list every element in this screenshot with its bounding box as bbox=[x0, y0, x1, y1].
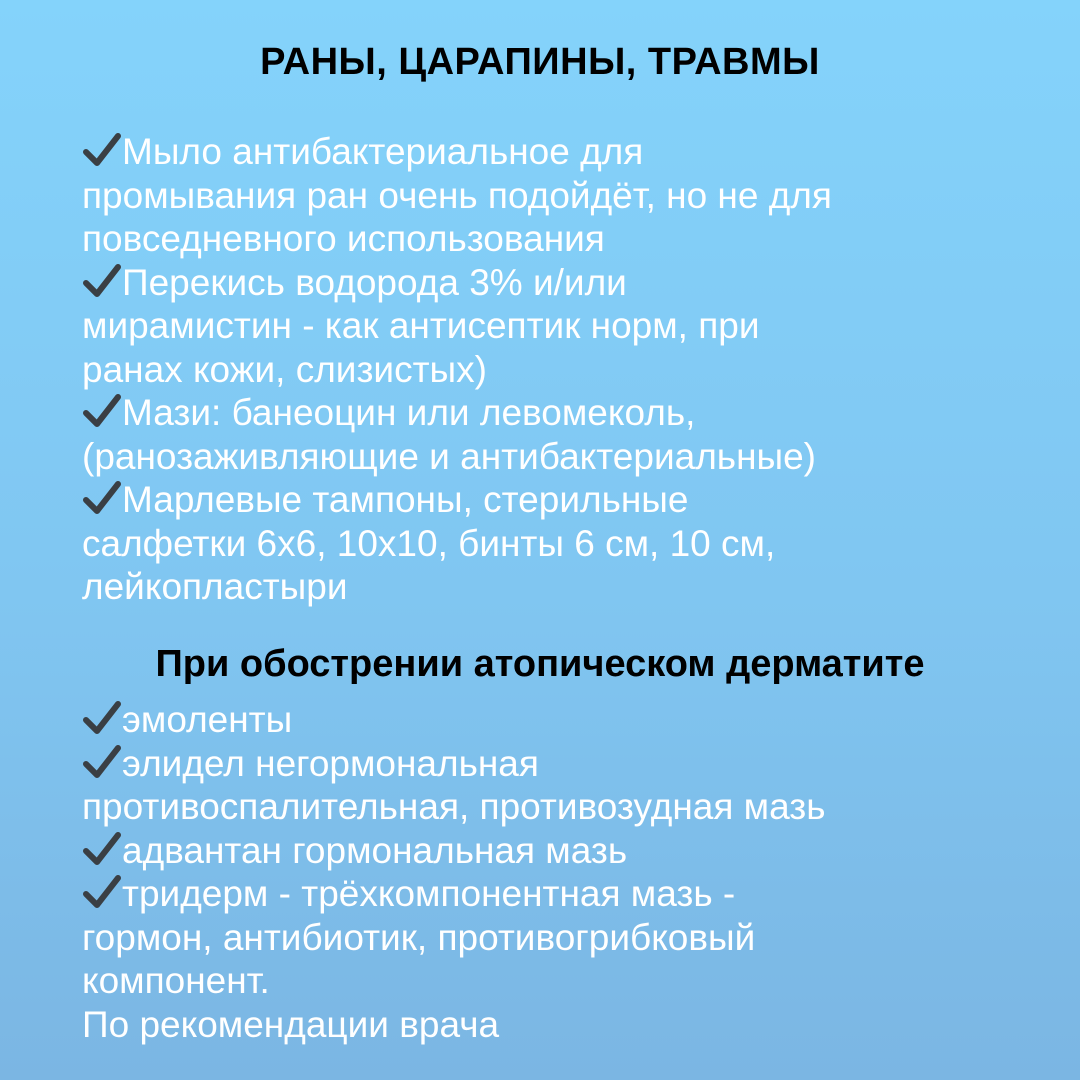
list-item bbox=[82, 742, 1042, 786]
section-title-wounds: РАНЫ, ЦАРАПИНЫ, ТРАВМЫ bbox=[260, 41, 820, 83]
list-item bbox=[82, 478, 1042, 522]
list-item bbox=[82, 872, 1042, 916]
list-item-text: Марлевые тампоны, стерильные bbox=[122, 479, 689, 520]
list-item bbox=[82, 698, 1042, 742]
list-item-continuation: повседневного использования bbox=[82, 218, 605, 259]
list-item bbox=[82, 829, 1042, 873]
list-item bbox=[82, 391, 1042, 435]
checkmark-icon bbox=[82, 263, 122, 299]
list-item bbox=[82, 130, 1042, 174]
footer-note: По рекомендации врача bbox=[82, 1003, 500, 1045]
list-item-continuation: мирамистин - как антисептик норм, при bbox=[82, 305, 760, 346]
list-item-text: адвантан гормональная мазь bbox=[122, 829, 628, 871]
list-item-text: тридерм - трёхкомпонентная мазь - bbox=[122, 873, 736, 914]
list-item-continuation: лейкопластыри bbox=[82, 566, 348, 607]
checkmark-icon bbox=[82, 393, 122, 429]
checkmark-icon bbox=[82, 744, 122, 780]
list-item-continuation: салфетки 6х6, 10х10, бинты 6 см, 10 см, bbox=[82, 522, 776, 564]
list-item-continuation: (ранозаживляющие и антибактериальные) bbox=[82, 435, 817, 477]
list-item-text: Перекись водорода 3% и/или bbox=[122, 261, 627, 303]
checkmark-icon bbox=[82, 132, 122, 168]
list-item-continuation: промывания ран очень подойдёт, но не для bbox=[82, 174, 832, 216]
list-item-continuation: компонент. bbox=[82, 960, 270, 1001]
section-title-dermatitis: При обострении атопическом дерматите bbox=[155, 643, 925, 685]
checkmark-icon bbox=[82, 874, 122, 910]
checkmark-icon bbox=[82, 700, 122, 736]
checkmark-icon bbox=[82, 831, 122, 867]
list-item-text: элидел негормональная bbox=[122, 742, 539, 784]
checkmark-icon bbox=[82, 480, 122, 516]
list-item-continuation: противоспалительная, противозудная мазь bbox=[82, 786, 826, 827]
wounds-list bbox=[82, 130, 1042, 609]
list-item-text: Мыло антибактериальное для bbox=[122, 131, 644, 172]
list-item-text: эмоленты bbox=[122, 699, 293, 740]
list-item-continuation: ранах кожи, слизистых) bbox=[82, 348, 487, 390]
list-item-text: Мази: банеоцин или левомеколь, bbox=[122, 392, 696, 433]
list-item bbox=[82, 261, 1042, 305]
dermatitis-list bbox=[82, 698, 1042, 1046]
list-item-continuation: гормон, антибиотик, противогрибковый bbox=[82, 916, 756, 958]
